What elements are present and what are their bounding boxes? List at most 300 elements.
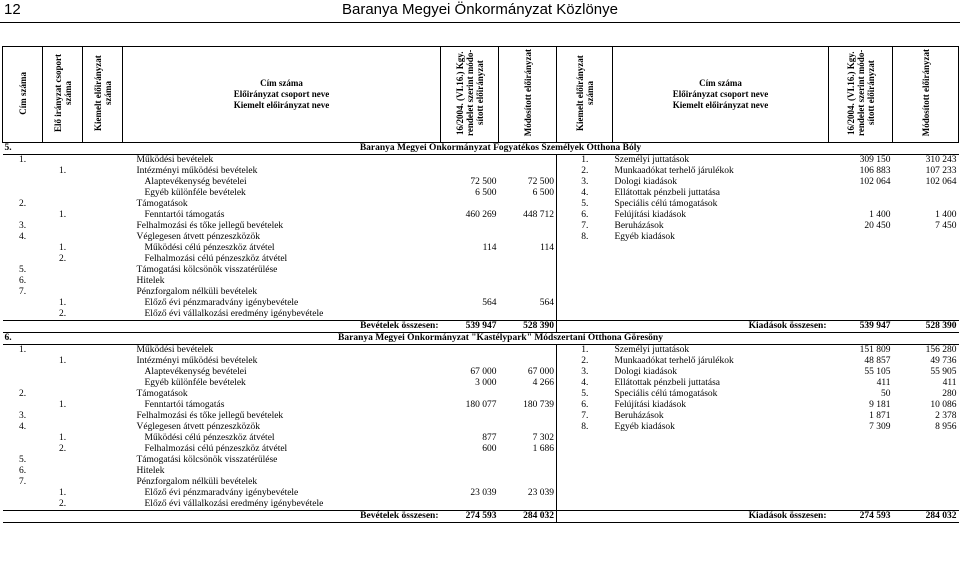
- modified-appropriation: [499, 265, 557, 276]
- revenue-item-name: Előző évi pénzmaradvány igénybevétele: [144, 298, 299, 308]
- revenue-item-name: Előző évi pénzmaradvány igénybevétele: [144, 488, 299, 498]
- table-row: [3, 345, 959, 357]
- modified-appropriation: [499, 276, 557, 287]
- expense-original-appropriation: [829, 488, 893, 499]
- totals-spacer: [3, 511, 123, 523]
- cim-number: [3, 243, 43, 254]
- expense-modified-appropriation: [893, 265, 959, 276]
- revenue-item-name: Működési bevételek: [136, 155, 214, 165]
- expense-modified-appropriation: 2 378: [935, 411, 957, 421]
- revenue-item-name: Működési célú pénzeszköz átvétel: [144, 243, 275, 253]
- revenue-item-name: Előző évi vállalkozási eredmény igénybevétele: [144, 499, 324, 509]
- expense-modified-appropriation: [893, 298, 959, 309]
- kiemelt-number: [83, 265, 123, 276]
- expense-number: 1.: [557, 345, 613, 357]
- kiemelt-number: [83, 177, 123, 188]
- table-body: [3, 47, 959, 523]
- expense-number: 5.: [557, 389, 613, 400]
- kiemelt-number: [83, 488, 123, 499]
- page-number: 12: [4, 1, 21, 18]
- revenue-item-name: Egyéb különféle bevételek: [144, 188, 246, 198]
- cim-number: 5.: [18, 265, 27, 275]
- revenue-item-name: Felhalmozási célú pénzeszköz átvétel: [144, 254, 288, 264]
- revenue-item-name: Működési célú pénzeszköz átvétel: [144, 433, 275, 443]
- kiemelt-number: [83, 166, 123, 177]
- cim-number: 4.: [18, 422, 27, 432]
- col-header-rendelet-left: 16/2004. (VI.16.) Kgy. rendelet szerint módo-sított előirányzat: [441, 47, 499, 143]
- col-header-names-left: Cím száma Előirányzat csoport neve Kiemelt előirányzat neve: [123, 47, 441, 143]
- cim-number: 1.: [18, 155, 27, 165]
- table-row: [3, 356, 959, 367]
- kiemelt-number: [83, 210, 123, 221]
- expense-original-appropriation: [829, 188, 893, 199]
- table-row: [3, 177, 959, 188]
- expense-item-name: [613, 499, 829, 511]
- column-header-row: [3, 47, 959, 143]
- expense-item-name: [613, 444, 829, 455]
- modified-appropriation: [499, 309, 557, 321]
- table-row: [3, 400, 959, 411]
- expense-number: [557, 254, 613, 265]
- cim-number: [3, 166, 43, 177]
- expense-number: [557, 444, 613, 455]
- expense-number: 7.: [557, 221, 613, 232]
- modified-appropriation: 23 039: [527, 488, 554, 498]
- kiemelt-number: [83, 466, 123, 477]
- expense-item-name: Beruházások: [614, 411, 664, 421]
- expense-original-appropriation: 309 150: [859, 155, 891, 165]
- original-appropriation: 460 269: [465, 210, 497, 220]
- cim-number: [3, 298, 43, 309]
- expense-item-name: Speciális célú támogatások: [614, 199, 718, 209]
- expense-original-appropriation: 102 064: [859, 177, 891, 187]
- modified-appropriation: [499, 499, 557, 511]
- section-title: Baranya Megyei Önkormányzat Fogyatékos Személyek Otthona Bóly: [43, 143, 959, 155]
- group-number: [43, 411, 83, 422]
- expense-number: 8.: [557, 232, 613, 243]
- cim-number: 4.: [18, 232, 27, 242]
- table-row: [3, 309, 959, 321]
- revenue-item-name: Fenntartói támogatás: [144, 400, 225, 410]
- expense-item-name: [613, 488, 829, 499]
- section-title: Baranya Megyei Önkormányzat "Kastélypark" Módszertani Otthona Göresöny: [43, 333, 959, 345]
- original-appropriation: [441, 389, 499, 400]
- expense-number: [557, 298, 613, 309]
- original-appropriation: [441, 166, 499, 177]
- original-appropriation: 180 077: [465, 400, 497, 410]
- expense-item-name: Ellátottak pénzbeli juttatása: [614, 188, 721, 198]
- modified-appropriation: 72 500: [527, 177, 554, 187]
- table-row: [3, 488, 959, 499]
- expense-number: 4.: [557, 378, 613, 389]
- modified-appropriation: [499, 155, 557, 167]
- kiemelt-number: [83, 276, 123, 287]
- expense-modified-appropriation: 156 280: [925, 345, 957, 355]
- cim-number: 1.: [18, 345, 27, 355]
- modified-appropriation: 6 500: [532, 188, 554, 198]
- table-row: [3, 188, 959, 199]
- revenue-total-original: 539 947: [441, 321, 499, 333]
- original-appropriation: [441, 466, 499, 477]
- revenue-item-name: Támogatások: [136, 199, 188, 209]
- expense-original-appropriation: [829, 254, 893, 265]
- original-appropriation: 114: [482, 243, 497, 253]
- expense-number: [557, 477, 613, 488]
- revenue-total-modified: 528 390: [499, 321, 557, 333]
- cim-number: [3, 499, 43, 511]
- group-number: 2.: [58, 309, 67, 319]
- expense-modified-appropriation: [893, 433, 959, 444]
- kiemelt-number: [83, 499, 123, 511]
- expense-original-appropriation: [829, 444, 893, 455]
- group-number: [43, 477, 83, 488]
- original-appropriation: 3 000: [475, 378, 497, 388]
- expense-number: [557, 433, 613, 444]
- kiemelt-number: [83, 254, 123, 265]
- group-number: [43, 389, 83, 400]
- table-row: [3, 243, 959, 254]
- kiemelt-number: [83, 345, 123, 357]
- modified-appropriation: [499, 477, 557, 488]
- modified-appropriation: [499, 455, 557, 466]
- revenue-item-name: Alaptevékenység bevételei: [144, 367, 247, 377]
- cim-number: 3.: [18, 411, 27, 421]
- cim-number: [3, 400, 43, 411]
- revenue-item-name: Felhalmozási és tőke jellegű bevételek: [136, 411, 284, 421]
- expense-modified-appropriation: 107 233: [925, 166, 957, 176]
- modified-appropriation: [499, 232, 557, 243]
- revenue-total-original: 274 593: [441, 511, 499, 523]
- modified-appropriation: [499, 287, 557, 298]
- expense-number: 6.: [557, 210, 613, 221]
- expense-total-modified: 528 390: [893, 321, 959, 333]
- group-number: [43, 367, 83, 378]
- group-number: 2.: [58, 444, 67, 454]
- original-appropriation: [441, 155, 499, 167]
- expense-total-original: 539 947: [829, 321, 893, 333]
- kiemelt-number: [83, 232, 123, 243]
- revenue-item-name: Hitelek: [136, 466, 165, 476]
- totals-spacer: [3, 321, 123, 333]
- table-row: [3, 232, 959, 243]
- expense-item-name: Speciális célú támogatások: [614, 389, 718, 399]
- modified-appropriation: [499, 389, 557, 400]
- original-appropriation: [441, 345, 499, 357]
- group-number: 1.: [58, 210, 67, 220]
- original-appropriation: [441, 309, 499, 321]
- group-number: [43, 378, 83, 389]
- expense-modified-appropriation: 102 064: [925, 177, 957, 187]
- col-header-kiemelt-right: Kiemelt előirányzat száma: [557, 47, 613, 143]
- expense-item-name: [613, 433, 829, 444]
- expense-item-name: Felújítási kiadások: [614, 210, 687, 220]
- table-row: [3, 199, 959, 210]
- expense-modified-appropriation: [893, 243, 959, 254]
- original-appropriation: [441, 276, 499, 287]
- section-number: 6.: [3, 333, 43, 345]
- expense-item-name: Egyéb kiadások: [614, 422, 675, 432]
- kiemelt-number: [83, 455, 123, 466]
- expense-number: 3.: [557, 367, 613, 378]
- expense-original-appropriation: 151 809: [859, 345, 891, 355]
- kiemelt-number: [83, 477, 123, 488]
- section-header-row: [3, 143, 959, 155]
- modified-appropriation: [499, 345, 557, 357]
- expense-original-appropriation: 9 181: [869, 400, 891, 410]
- expense-modified-appropriation: [893, 276, 959, 287]
- group-number: 1.: [58, 488, 67, 498]
- group-number: 1.: [58, 166, 67, 176]
- group-number: [43, 276, 83, 287]
- table-row: [3, 155, 959, 167]
- original-appropriation: 6 500: [475, 188, 497, 198]
- expense-item-name: Ellátottak pénzbeli juttatása: [614, 378, 721, 388]
- group-number: 1.: [58, 400, 67, 410]
- table-row: [3, 210, 959, 221]
- group-number: 1.: [58, 356, 67, 366]
- group-number: [43, 199, 83, 210]
- kiemelt-number: [83, 411, 123, 422]
- expense-number: 1.: [557, 155, 613, 167]
- cim-number: 7.: [18, 477, 27, 487]
- kiemelt-number: [83, 243, 123, 254]
- col-header-eloiranyzat-csoport: Elő irányzat csoport száma: [43, 47, 83, 143]
- cim-number: [3, 177, 43, 188]
- modified-appropriation: 564: [539, 298, 554, 308]
- expense-original-appropriation: [829, 466, 893, 477]
- revenue-item-name: Felhalmozási célú pénzeszköz átvétel: [144, 444, 288, 454]
- cim-number: 2.: [18, 389, 27, 399]
- revenue-item-name: Pénzforgalom nélküli bevételek: [136, 287, 258, 297]
- group-number: [43, 155, 83, 167]
- expense-item-name: Munkaadókat terhelő járulékok: [614, 356, 734, 366]
- expense-original-appropriation: 48 857: [864, 356, 891, 366]
- expense-original-appropriation: 411: [876, 378, 891, 388]
- revenue-item-name: Fenntartói támogatás: [144, 210, 225, 220]
- cim-number: 7.: [18, 287, 27, 297]
- revenue-item-name: Véglegesen átvett pénzeszközök: [136, 422, 260, 432]
- section-number: 5.: [3, 143, 43, 155]
- table-row: [3, 378, 959, 389]
- cim-number: [3, 254, 43, 265]
- table-row: [3, 444, 959, 455]
- revenue-item-name: Alaptevékenység bevételei: [144, 177, 247, 187]
- expense-number: [557, 287, 613, 298]
- kiemelt-number: [83, 433, 123, 444]
- revenue-item-name: Előző évi vállalkozási eredmény igénybevétele: [144, 309, 324, 319]
- expense-item-name: [613, 243, 829, 254]
- revenue-total-label: Bevételek összesen:: [123, 511, 441, 523]
- kiemelt-number: [83, 389, 123, 400]
- expense-total-label: Kiadások összesen:: [557, 321, 829, 333]
- expense-total-label: Kiadások összesen:: [557, 511, 829, 523]
- expense-original-appropriation: 50: [881, 389, 891, 399]
- expense-modified-appropriation: 8 956: [935, 422, 957, 432]
- revenue-item-name: Hitelek: [136, 276, 165, 286]
- expense-number: [557, 499, 613, 511]
- expense-modified-appropriation: 411: [942, 378, 957, 388]
- table-row: [3, 422, 959, 433]
- expense-original-appropriation: [829, 199, 893, 210]
- original-appropriation: [441, 455, 499, 466]
- budget-table: [2, 46, 959, 523]
- original-appropriation: 72 500: [470, 177, 497, 187]
- kiemelt-number: [83, 422, 123, 433]
- expense-number: [557, 488, 613, 499]
- expense-original-appropriation: [829, 243, 893, 254]
- kiemelt-number: [83, 309, 123, 321]
- expense-original-appropriation: [829, 455, 893, 466]
- group-number: [43, 287, 83, 298]
- modified-appropriation: 4 266: [532, 378, 554, 388]
- totals-row: [3, 511, 959, 523]
- table-row: [3, 411, 959, 422]
- group-number: [43, 232, 83, 243]
- kiemelt-number: [83, 221, 123, 232]
- original-appropriation: 600: [482, 444, 497, 454]
- table-row: [3, 265, 959, 276]
- revenue-item-name: Intézményi működési bevételek: [136, 356, 258, 366]
- table-row: [3, 298, 959, 309]
- table-row: [3, 466, 959, 477]
- original-appropriation: [441, 356, 499, 367]
- modified-appropriation: 180 739: [523, 400, 554, 410]
- cim-number: 6.: [18, 466, 27, 476]
- table-row: [3, 499, 959, 511]
- expense-original-appropriation: 1 871: [869, 411, 891, 421]
- kiemelt-number: [83, 199, 123, 210]
- expense-original-appropriation: [829, 499, 893, 511]
- original-appropriation: [441, 499, 499, 511]
- original-appropriation: [441, 477, 499, 488]
- cim-number: 3.: [18, 221, 27, 231]
- cim-number: [3, 378, 43, 389]
- cim-number: [3, 210, 43, 221]
- table-row: [3, 455, 959, 466]
- kiemelt-number: [83, 400, 123, 411]
- expense-original-appropriation: [829, 309, 893, 321]
- expense-modified-appropriation: [893, 309, 959, 321]
- expense-item-name: Személyi juttatások: [614, 155, 690, 165]
- modified-appropriation: [499, 221, 557, 232]
- expense-item-name: Dologi kiadások: [614, 367, 678, 377]
- group-number: 1.: [58, 243, 67, 253]
- kiemelt-number: [83, 367, 123, 378]
- modified-appropriation: 7 302: [532, 433, 554, 443]
- expense-item-name: [613, 298, 829, 309]
- kiemelt-number: [83, 188, 123, 199]
- expense-modified-appropriation: 10 086: [930, 400, 957, 410]
- modified-appropriation: 67 000: [527, 367, 554, 377]
- table-row: [3, 221, 959, 232]
- cim-number: [3, 367, 43, 378]
- expense-number: [557, 455, 613, 466]
- group-number: 2.: [58, 499, 67, 509]
- modified-appropriation: 448 712: [523, 210, 554, 220]
- table-row: [3, 287, 959, 298]
- expense-modified-appropriation: 55 905: [930, 367, 957, 377]
- expense-original-appropriation: [829, 276, 893, 287]
- cim-number: [3, 444, 43, 455]
- table-row: [3, 367, 959, 378]
- kiemelt-number: [83, 356, 123, 367]
- expense-original-appropriation: [829, 298, 893, 309]
- group-number: [43, 188, 83, 199]
- col-header-modositott-left: Módosított előirányzat: [499, 47, 557, 143]
- expense-number: [557, 243, 613, 254]
- cim-number: [3, 356, 43, 367]
- expense-original-appropriation: [829, 232, 893, 243]
- modified-appropriation: [499, 254, 557, 265]
- expense-item-name: [613, 455, 829, 466]
- table-row: [3, 389, 959, 400]
- expense-original-appropriation: 20 450: [864, 221, 891, 231]
- group-number: [43, 221, 83, 232]
- original-appropriation: [441, 221, 499, 232]
- group-number: [43, 422, 83, 433]
- modified-appropriation: [499, 199, 557, 210]
- expense-item-name: Beruházások: [614, 221, 664, 231]
- expense-item-name: [613, 265, 829, 276]
- expense-item-name: Felújítási kiadások: [614, 400, 687, 410]
- kiemelt-number: [83, 155, 123, 167]
- expense-modified-appropriation: 1 400: [935, 210, 957, 220]
- expense-item-name: [613, 254, 829, 265]
- cim-number: [3, 188, 43, 199]
- group-number: 1.: [58, 433, 67, 443]
- table-row: [3, 433, 959, 444]
- expense-modified-appropriation: 7 450: [935, 221, 957, 231]
- cim-number: 6.: [18, 276, 27, 286]
- expense-original-appropriation: [829, 265, 893, 276]
- col-header-names-right: Cím száma Előirányzat csoport neve Kiemelt előirányzat neve: [613, 47, 829, 143]
- expense-modified-appropriation: [893, 444, 959, 455]
- page-header: [0, 0, 960, 22]
- expense-number: [557, 309, 613, 321]
- revenue-item-name: Felhalmozási és tőke jellegű bevételek: [136, 221, 284, 231]
- kiemelt-number: [83, 287, 123, 298]
- expense-number: 3.: [557, 177, 613, 188]
- modified-appropriation: [499, 422, 557, 433]
- col-header-kiemelt: Kiemelt előirányzat száma: [83, 47, 123, 143]
- expense-modified-appropriation: [893, 466, 959, 477]
- group-number: [43, 345, 83, 357]
- expense-item-name: Egyéb kiadások: [614, 232, 675, 242]
- table-row: [3, 276, 959, 287]
- expense-modified-appropriation: [893, 499, 959, 511]
- group-number: 2.: [58, 254, 67, 264]
- expense-modified-appropriation: 310 243: [925, 155, 957, 165]
- kiemelt-number: [83, 378, 123, 389]
- modified-appropriation: [499, 166, 557, 177]
- original-appropriation: [441, 265, 499, 276]
- cim-number: 2.: [18, 199, 27, 209]
- original-appropriation: [441, 232, 499, 243]
- expense-number: 5.: [557, 199, 613, 210]
- expense-modified-appropriation: [893, 488, 959, 499]
- expense-modified-appropriation: 49 736: [930, 356, 957, 366]
- revenue-total-modified: 284 032: [499, 511, 557, 523]
- expense-number: [557, 276, 613, 287]
- expense-original-appropriation: [829, 287, 893, 298]
- revenue-total-label: Bevételek összesen:: [123, 321, 441, 333]
- expense-number: 6.: [557, 400, 613, 411]
- totals-row: [3, 321, 959, 333]
- expense-total-modified: 284 032: [893, 511, 959, 523]
- modified-appropriation: [499, 356, 557, 367]
- expense-modified-appropriation: [893, 287, 959, 298]
- revenue-item-name: Támogatási kölcsönök visszatérülése: [136, 265, 278, 275]
